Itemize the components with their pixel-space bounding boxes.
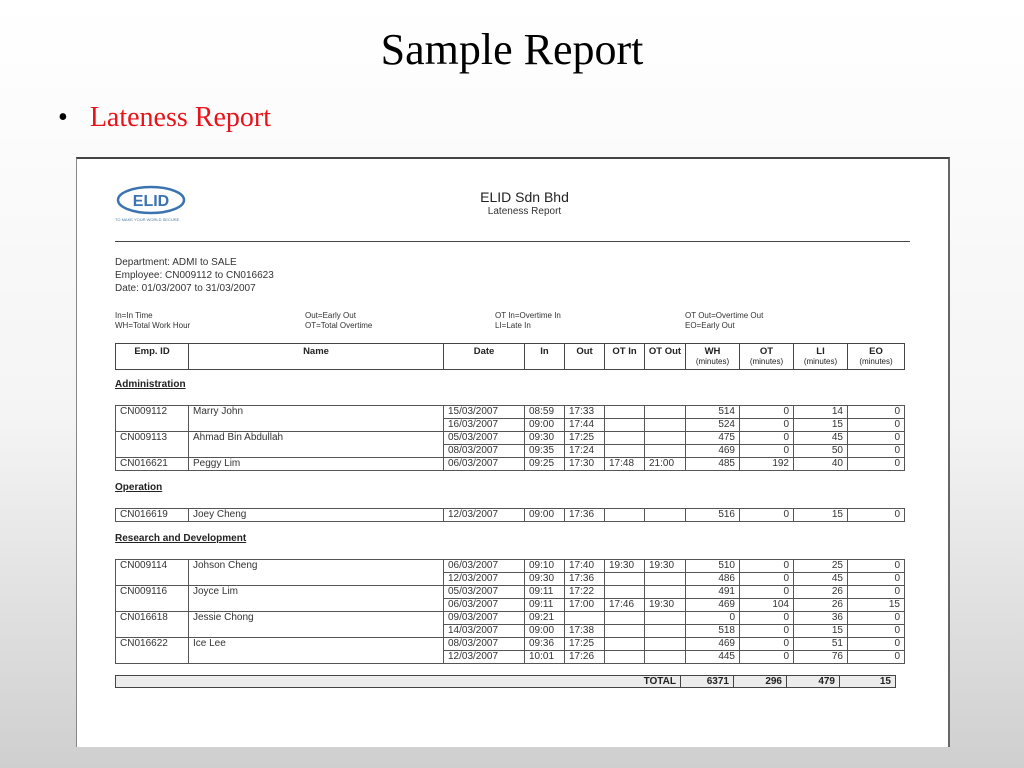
legend-block [305, 311, 372, 331]
cell-li: 25 [794, 560, 848, 573]
cell-out: 17:38 [565, 625, 605, 638]
column-header-name [189, 344, 444, 370]
column-header-label: OT Out [648, 346, 682, 357]
cell-in: 09:00 [525, 419, 565, 432]
cell-ot: 0 [740, 586, 794, 599]
table-row [116, 406, 905, 419]
cell-emp-id: CN009112 [116, 406, 189, 419]
cell-in: 09:00 [525, 509, 565, 522]
column-header-in [525, 344, 565, 370]
cell-date: 15/03/2007 [444, 406, 525, 419]
column-header-label: Out [576, 346, 593, 357]
column-header-unit: (minutes) [749, 357, 784, 366]
cell-out: 17:00 [565, 599, 605, 612]
cell-emp-id: CN016622 [116, 638, 189, 651]
header-divider [115, 241, 910, 242]
cell-ot-out [645, 612, 686, 625]
cell-out: 17:36 [565, 509, 605, 522]
cell-li: 50 [794, 445, 848, 458]
cell-wh: 445 [686, 651, 740, 664]
column-header-label: OT [759, 346, 774, 357]
section-title: Research and Development [115, 533, 247, 544]
cell-wh: 491 [686, 586, 740, 599]
cell-eo: 0 [848, 509, 905, 522]
cell-name [189, 445, 444, 458]
cell-in: 09:30 [525, 573, 565, 586]
section-table-research [115, 559, 905, 664]
cell-wh: 485 [686, 458, 740, 471]
table-row [116, 419, 905, 432]
cell-in: 09:11 [525, 586, 565, 599]
cell-emp-id: CN009113 [116, 432, 189, 445]
cell-eo: 0 [848, 612, 905, 625]
cell-name [189, 599, 444, 612]
cell-emp-id: CN016621 [116, 458, 189, 471]
cell-ot-in [605, 638, 645, 651]
table-row [116, 432, 905, 445]
cell-name [189, 651, 444, 664]
cell-name [189, 419, 444, 432]
cell-date: 06/03/2007 [444, 458, 525, 471]
slide-title: Sample Report [380, 25, 644, 74]
column-header-ot-in [605, 344, 645, 370]
cell-name: Jessie Chong [189, 612, 444, 625]
cell-ot-in [605, 586, 645, 599]
cell-in: 09:10 [525, 560, 565, 573]
cell-eo: 0 [848, 445, 905, 458]
cell-emp-id [116, 573, 189, 586]
cell-out: 17:30 [565, 458, 605, 471]
cell-name: Ice Lee [189, 638, 444, 651]
cell-ot-in [605, 625, 645, 638]
section-title: Administration [115, 379, 186, 390]
cell-in: 09:00 [525, 625, 565, 638]
cell-emp-id: CN016618 [116, 612, 189, 625]
cell-ot-out [645, 445, 686, 458]
cell-date: 16/03/2007 [444, 419, 525, 432]
date-filter: Date: 01/03/2007 to 31/03/2007 [115, 283, 256, 294]
cell-date: 05/03/2007 [444, 586, 525, 599]
cell-wh: 516 [686, 509, 740, 522]
cell-date: 12/03/2007 [444, 509, 525, 522]
legend-entry: LI=Late In [495, 321, 531, 330]
table-row [116, 573, 905, 586]
cell-eo: 0 [848, 586, 905, 599]
cell-in: 09:36 [525, 638, 565, 651]
total-wh: 6371 [681, 676, 734, 688]
cell-eo: 0 [848, 560, 905, 573]
bullet-dot: • [58, 102, 68, 133]
cell-ot-in: 17:48 [605, 458, 645, 471]
cell-ot-in [605, 612, 645, 625]
cell-in: 09:21 [525, 612, 565, 625]
table-row [116, 560, 905, 573]
cell-name: Johson Cheng [189, 560, 444, 573]
cell-ot: 0 [740, 625, 794, 638]
total-ot: 296 [734, 676, 787, 688]
column-header-label: EO [869, 346, 883, 357]
table-row [116, 638, 905, 651]
table-row [116, 509, 905, 522]
report-document [76, 157, 950, 747]
cell-ot: 0 [740, 509, 794, 522]
legend-entry: In=In Time [115, 311, 153, 320]
cell-date: 12/03/2007 [444, 573, 525, 586]
cell-out: 17:24 [565, 445, 605, 458]
cell-out [565, 612, 605, 625]
cell-out: 17:26 [565, 651, 605, 664]
cell-ot-in [605, 406, 645, 419]
cell-name: Marry John [189, 406, 444, 419]
column-header-label: Emp. ID [134, 346, 170, 357]
cell-ot-in [605, 419, 645, 432]
cell-eo: 0 [848, 458, 905, 471]
cell-out: 17:44 [565, 419, 605, 432]
cell-ot-in [605, 432, 645, 445]
cell-name: Peggy Lim [189, 458, 444, 471]
cell-name: Joyce Lim [189, 586, 444, 599]
legend-entry: EO=Early Out [685, 321, 735, 330]
company-name: ELID Sdn Bhd [480, 189, 569, 205]
cell-ot-in: 19:30 [605, 560, 645, 573]
column-header-label: LI [816, 346, 825, 357]
section-table-administration [115, 405, 905, 471]
table-row [116, 651, 905, 664]
cell-ot: 0 [740, 432, 794, 445]
table-row [116, 458, 905, 471]
section-table-operation [115, 508, 905, 522]
table-row [116, 445, 905, 458]
cell-li: 45 [794, 573, 848, 586]
table-row [116, 599, 905, 612]
cell-li: 76 [794, 651, 848, 664]
cell-date: 12/03/2007 [444, 651, 525, 664]
table-row [116, 625, 905, 638]
cell-in: 09:30 [525, 432, 565, 445]
column-header-label: Date [473, 346, 495, 357]
cell-in: 08:59 [525, 406, 565, 419]
column-header-ot [740, 344, 794, 370]
cell-out: 17:36 [565, 573, 605, 586]
logo-tagline: TO MAKE YOUR WORLD SECURE [115, 217, 180, 222]
cell-eo: 0 [848, 651, 905, 664]
report-subtitle: Lateness Report [487, 206, 562, 217]
column-header-ot-out [645, 344, 686, 370]
column-header-unit: (minutes) [695, 357, 730, 366]
cell-emp-id [116, 419, 189, 432]
cell-in: 10:01 [525, 651, 565, 664]
cell-out: 17:25 [565, 432, 605, 445]
cell-ot-out [645, 625, 686, 638]
cell-wh: 486 [686, 573, 740, 586]
cell-ot-out [645, 419, 686, 432]
cell-ot: 0 [740, 651, 794, 664]
total-li: 479 [787, 676, 840, 688]
cell-emp-id: CN009114 [116, 560, 189, 573]
column-header-eo [848, 344, 905, 370]
total-eo: 15 [840, 676, 896, 688]
cell-name [189, 573, 444, 586]
cell-date: 08/03/2007 [444, 445, 525, 458]
cell-ot: 0 [740, 445, 794, 458]
cell-ot-out: 19:30 [645, 560, 686, 573]
cell-emp-id [116, 625, 189, 638]
cell-wh: 469 [686, 599, 740, 612]
cell-wh: 510 [686, 560, 740, 573]
cell-ot-out [645, 509, 686, 522]
cell-ot-out [645, 638, 686, 651]
cell-ot-out [645, 573, 686, 586]
cell-ot-out [645, 651, 686, 664]
legend-entry: WH=Total Work Hour [115, 321, 191, 330]
cell-emp-id [116, 651, 189, 664]
cell-name: Joey Cheng [189, 509, 444, 522]
column-header-date [444, 344, 525, 370]
cell-ot-in [605, 651, 645, 664]
cell-out: 17:25 [565, 638, 605, 651]
cell-ot: 104 [740, 599, 794, 612]
cell-ot: 0 [740, 573, 794, 586]
cell-emp-id [116, 445, 189, 458]
cell-li: 14 [794, 406, 848, 419]
cell-eo: 0 [848, 419, 905, 432]
cell-out: 17:33 [565, 406, 605, 419]
column-header-unit: (minutes) [803, 357, 838, 366]
column-header-out [565, 344, 605, 370]
column-header-li [794, 344, 848, 370]
cell-ot-out: 21:00 [645, 458, 686, 471]
total-row [115, 675, 896, 688]
cell-li: 15 [794, 419, 848, 432]
cell-ot: 0 [740, 406, 794, 419]
cell-ot-in [605, 573, 645, 586]
cell-ot-in: 17:46 [605, 599, 645, 612]
legend-entry: Out=Early Out [305, 311, 356, 320]
cell-li: 51 [794, 638, 848, 651]
cell-wh: 469 [686, 445, 740, 458]
cell-ot: 0 [740, 419, 794, 432]
cell-eo: 0 [848, 406, 905, 419]
cell-li: 15 [794, 625, 848, 638]
cell-date: 06/03/2007 [444, 599, 525, 612]
cell-name: Ahmad Bin Abdullah [189, 432, 444, 445]
logo-text: ELID [132, 193, 170, 210]
cell-date: 06/03/2007 [444, 560, 525, 573]
cell-ot: 192 [740, 458, 794, 471]
column-header-unit: (minutes) [859, 357, 893, 366]
employee-filter: Employee: CN009112 to CN016623 [115, 270, 274, 281]
cell-ot-in [605, 445, 645, 458]
column-header-wh [686, 344, 740, 370]
cell-ot-out: 19:30 [645, 599, 686, 612]
column-header-label: Name [303, 346, 329, 357]
section-title: Operation [115, 482, 163, 493]
legend-entry: OT=Total Overtime [305, 321, 373, 330]
total-label: TOTAL [116, 676, 681, 688]
cell-in: 09:25 [525, 458, 565, 471]
cell-eo: 0 [848, 625, 905, 638]
cell-li: 15 [794, 509, 848, 522]
legend-block [495, 311, 561, 331]
cell-in: 09:35 [525, 445, 565, 458]
cell-li: 45 [794, 432, 848, 445]
cell-ot-in [605, 509, 645, 522]
cell-ot-out [645, 432, 686, 445]
cell-out: 17:40 [565, 560, 605, 573]
cell-eo: 15 [848, 599, 905, 612]
column-header-label: OT In [612, 346, 637, 357]
legend-block [115, 311, 190, 331]
table-row [116, 586, 905, 599]
cell-ot-out [645, 406, 686, 419]
bullet-text: Lateness Report [89, 102, 271, 133]
cell-date: 14/03/2007 [444, 625, 525, 638]
column-header-label: In [540, 346, 549, 357]
cell-eo: 0 [848, 573, 905, 586]
column-header-emp-id [116, 344, 189, 370]
cell-date: 08/03/2007 [444, 638, 525, 651]
cell-li: 40 [794, 458, 848, 471]
cell-ot-out [645, 586, 686, 599]
cell-li: 26 [794, 599, 848, 612]
cell-out: 17:22 [565, 586, 605, 599]
legend-block [685, 311, 763, 331]
cell-wh: 524 [686, 419, 740, 432]
cell-li: 36 [794, 612, 848, 625]
cell-ot: 0 [740, 638, 794, 651]
cell-emp-id: CN016619 [116, 509, 189, 522]
cell-wh: 475 [686, 432, 740, 445]
cell-eo: 0 [848, 638, 905, 651]
cell-li: 26 [794, 586, 848, 599]
cell-name [189, 625, 444, 638]
cell-wh: 0 [686, 612, 740, 625]
column-header-label: WH [704, 346, 721, 357]
cell-emp-id: CN009116 [116, 586, 189, 599]
cell-ot: 0 [740, 612, 794, 625]
cell-emp-id [116, 599, 189, 612]
cell-eo: 0 [848, 432, 905, 445]
legend-entry: OT In=Overtime In [495, 311, 561, 320]
bullet-item [58, 102, 271, 134]
cell-wh: 514 [686, 406, 740, 419]
cell-in: 09:11 [525, 599, 565, 612]
cell-date: 05/03/2007 [444, 432, 525, 445]
cell-ot: 0 [740, 560, 794, 573]
cell-wh: 469 [686, 638, 740, 651]
column-header-table [115, 343, 905, 370]
table-row [116, 612, 905, 625]
cell-wh: 518 [686, 625, 740, 638]
legend-entry: OT Out=Overtime Out [685, 311, 764, 320]
cell-date: 09/03/2007 [444, 612, 525, 625]
department-filter: Department: ADMI to SALE [115, 257, 237, 268]
